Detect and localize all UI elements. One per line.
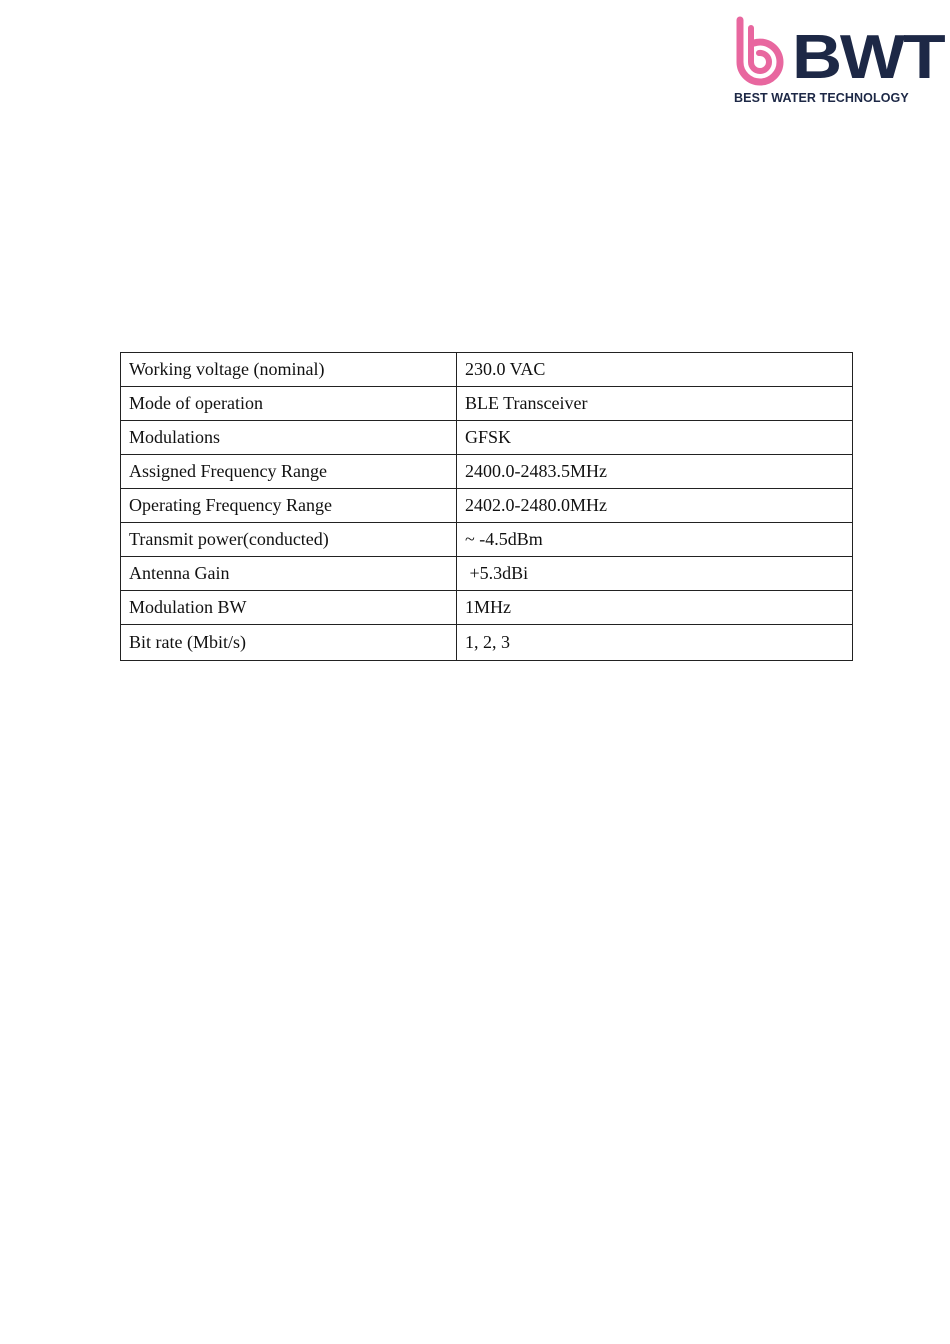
spec-value: +5.3dBi [457,557,853,591]
logo-tagline: BEST WATER TECHNOLOGY [734,91,909,105]
table-row [121,353,853,387]
spec-label: Bit rate (Mbit/s) [121,625,457,661]
table-row [121,421,853,455]
table-row [121,387,853,421]
table-row [121,625,853,661]
spec-label: Transmit power(conducted) [121,523,457,557]
spec-value: ~ -4.5dBm [457,523,853,557]
spec-label: Modulations [121,421,457,455]
bwt-logo-mark-icon [732,16,788,88]
table-row [121,557,853,591]
spec-label: Working voltage (nominal) [121,353,457,387]
table-row [121,455,853,489]
table-row [121,489,853,523]
spec-value: BLE Transceiver [457,387,853,421]
spec-value: 1MHz [457,591,853,625]
spec-label: Modulation BW [121,591,457,625]
logo-wordmark: BWT [792,23,944,92]
spec-value: GFSK [457,421,853,455]
spec-label: Assigned Frequency Range [121,455,457,489]
specification-table [120,352,853,661]
spec-label: Antenna Gain [121,557,457,591]
table-row [121,523,853,557]
spec-value: 230.0 VAC [457,353,853,387]
spec-label: Operating Frequency Range [121,489,457,523]
spec-label: Mode of operation [121,387,457,421]
spec-value: 2400.0-2483.5MHz [457,455,853,489]
table-row [121,591,853,625]
bwt-logo [728,14,944,110]
spec-value: 2402.0-2480.0MHz [457,489,853,523]
spec-value: 1, 2, 3 [457,625,853,661]
